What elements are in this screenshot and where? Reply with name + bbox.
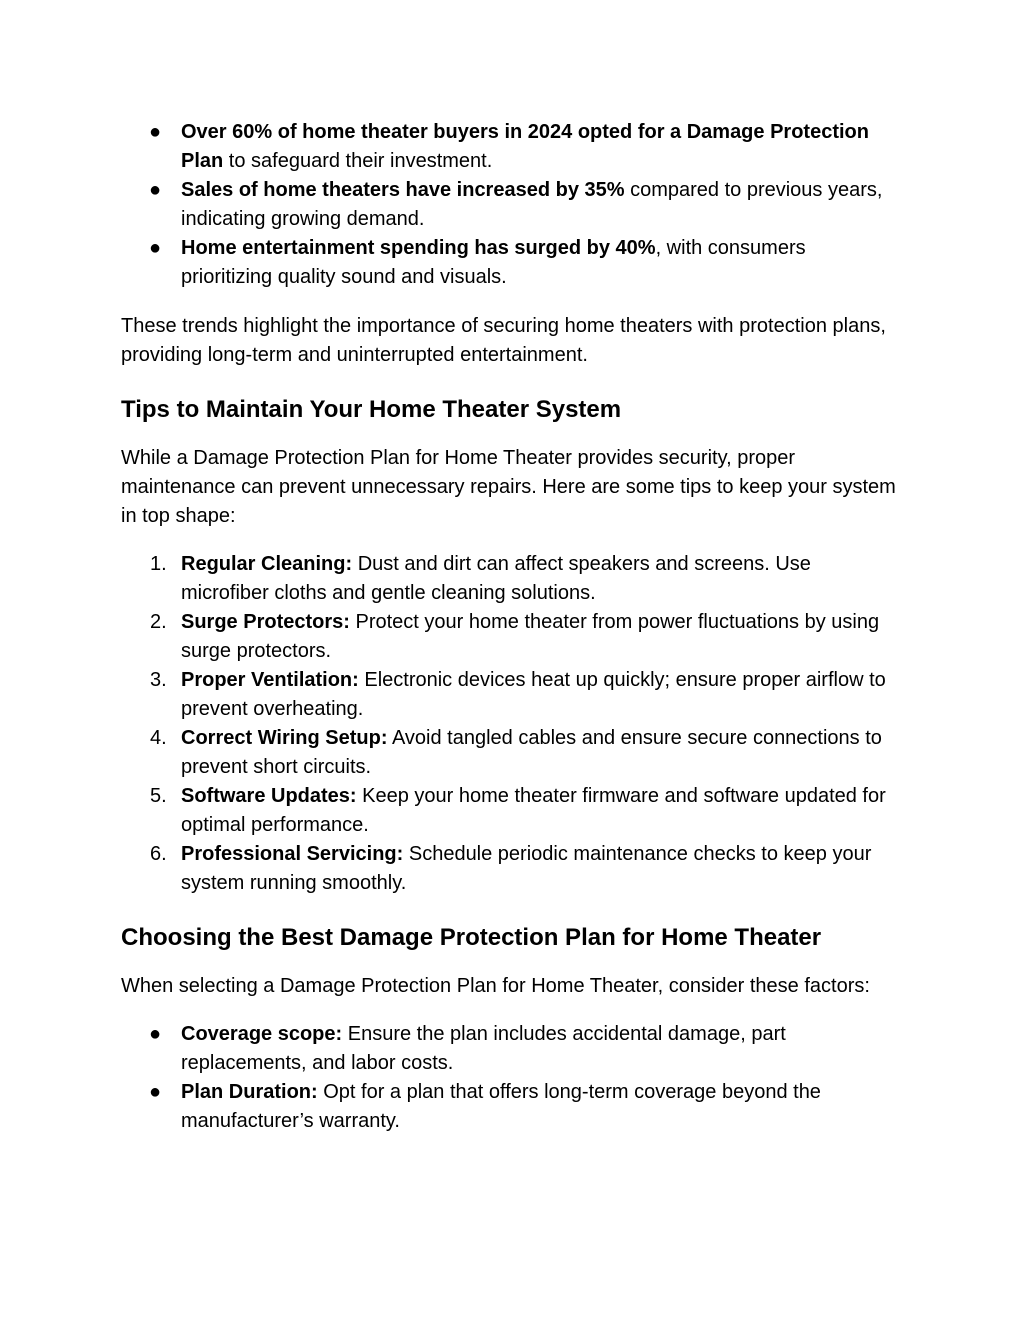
- list-item-text: Ensure the plan includes accidental damage, part replacements, and labor costs.: [181, 1023, 786, 1074]
- list-item-bold: Regular Cleaning:: [181, 553, 353, 575]
- choosing-intro-paragraph: When selecting a Damage Protection Plan for Home Theater, consider these factors:: [121, 975, 870, 997]
- list-item-text: Keep your home theater firmware and software updated for optimal performance.: [181, 785, 886, 836]
- bullet-marker: ●: [149, 1081, 162, 1103]
- tips-list: [121, 550, 901, 898]
- list-item: [121, 550, 901, 608]
- list-item-text: compared to previous years, indicating growing demand.: [181, 179, 883, 230]
- list-number: 4.: [150, 727, 167, 749]
- list-number: 1.: [150, 553, 167, 575]
- document-page: [121, 118, 901, 1136]
- choosing-heading: Choosing the Best Damage Protection Plan for Home Theater: [121, 924, 822, 951]
- list-item-bold: Software Updates:: [181, 785, 357, 807]
- list-item: [121, 1020, 901, 1078]
- list-item-text: , with consumers prioritizing quality sound and visuals.: [181, 237, 806, 288]
- bullet-marker: ●: [149, 121, 162, 143]
- list-item: [121, 234, 901, 292]
- list-item-text: Electronic devices heat up quickly; ensure proper airflow to prevent overheating.: [181, 669, 886, 720]
- list-item-bold: Over 60% of home theater buyers in 2024 opted for a Damage Protection Plan: [181, 121, 869, 172]
- list-item-bold: Surge Protectors:: [181, 611, 350, 633]
- tips-intro-paragraph: While a Damage Protection Plan for Home Theater provides security, proper maintenance can prevent unnecessary repairs. Here are some tips to keep your system in top shape:: [121, 447, 896, 527]
- list-item-text: Opt for a plan that offers long-term coverage beyond the manufacturer’s warranty.: [181, 1081, 821, 1132]
- trends-paragraph: These trends highlight the importance of securing home theaters with protection plans, providing long-term and uninterrupted entertainment.: [121, 315, 886, 366]
- list-item: [121, 782, 901, 840]
- list-item-text: Avoid tangled cables and ensure secure connections to prevent short circuits.: [181, 727, 882, 778]
- list-item-bold: Proper Ventilation:: [181, 669, 359, 691]
- list-item-bold: Correct Wiring Setup:: [181, 727, 388, 749]
- list-item-bold: Professional Servicing:: [181, 843, 404, 865]
- list-item-text: Schedule periodic maintenance checks to keep your system running smoothly.: [181, 843, 872, 894]
- list-item-bold: Sales of home theaters have increased by 35%: [181, 179, 625, 201]
- list-number: 3.: [150, 669, 167, 691]
- bullet-marker: ●: [149, 237, 162, 259]
- list-item: [121, 724, 901, 782]
- list-item: [121, 608, 901, 666]
- factors-list: [121, 1020, 901, 1136]
- list-item-text: to safeguard their investment.: [223, 150, 493, 172]
- list-item: [121, 176, 901, 234]
- list-item: [121, 1078, 901, 1136]
- list-item: [121, 666, 901, 724]
- list-item-text: Protect your home theater from power fluctuations by using surge protectors.: [181, 611, 880, 662]
- list-item-bold: Coverage scope:: [181, 1023, 343, 1045]
- list-number: 2.: [150, 611, 167, 633]
- list-item: [121, 840, 901, 898]
- bullet-marker: ●: [149, 179, 162, 201]
- list-item-bold: Plan Duration:: [181, 1081, 318, 1103]
- tips-heading: Tips to Maintain Your Home Theater System: [121, 396, 622, 423]
- bullet-marker: ●: [149, 1023, 162, 1045]
- list-number: 5.: [150, 785, 167, 807]
- list-item-bold: Home entertainment spending has surged by 40%: [181, 237, 656, 259]
- list-item: [121, 118, 901, 176]
- list-number: 6.: [150, 843, 167, 865]
- stats-list: [121, 118, 901, 292]
- list-item-text: Dust and dirt can affect speakers and screens. Use microfiber cloths and gentle cleaning solutions.: [181, 553, 811, 604]
